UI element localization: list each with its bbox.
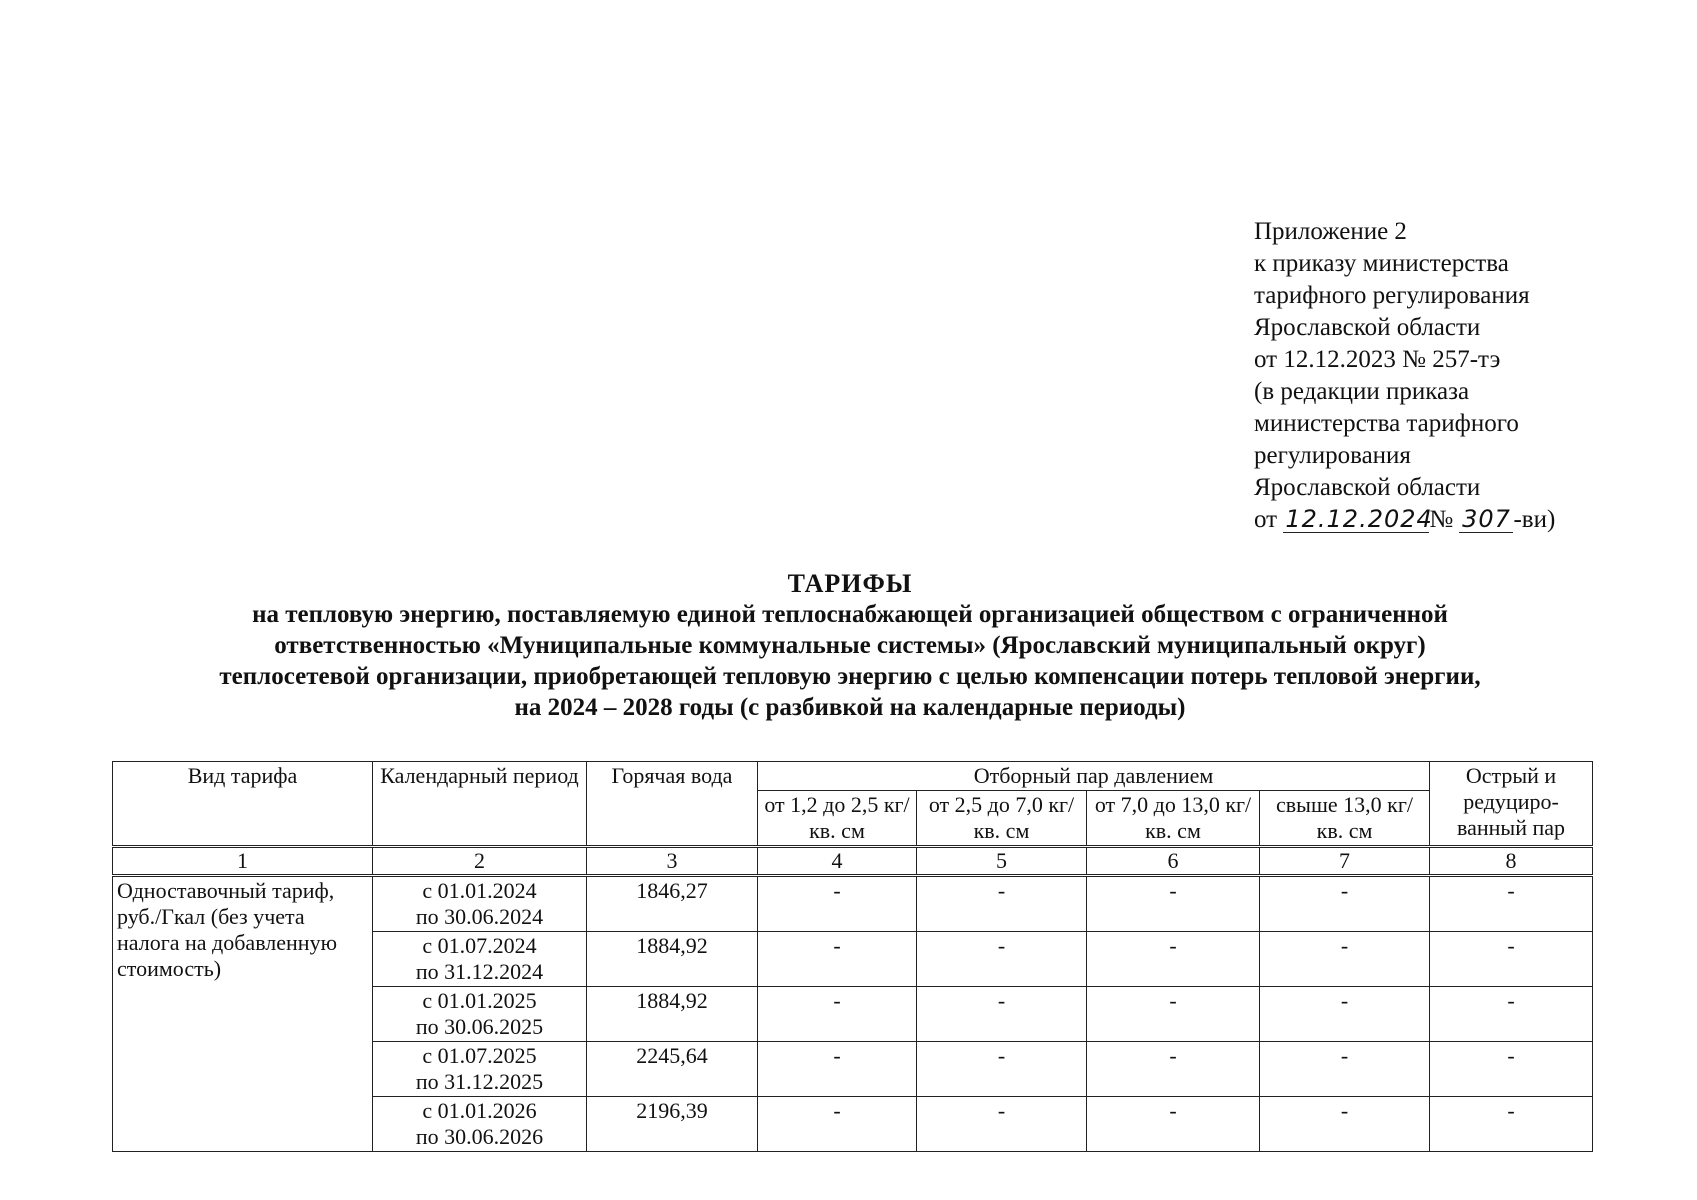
steam-1-cell: - bbox=[758, 1097, 917, 1152]
tariff-kind-cell: Одноставочный тариф, руб./Гкал (без учета налога на добавленную стоимость) bbox=[113, 876, 373, 1152]
appendix-line: Приложение 2 bbox=[1254, 218, 1407, 245]
column-number: 6 bbox=[1087, 847, 1260, 876]
steam-1-cell: - bbox=[758, 1042, 917, 1097]
steam-3-cell: - bbox=[1087, 876, 1260, 932]
header-steam-3: от 7,0 до 13,0 кг/ кв. см bbox=[1087, 791, 1260, 847]
sharp-steam-cell: - bbox=[1430, 1042, 1593, 1097]
hot-water-cell: 2196,39 bbox=[587, 1097, 758, 1152]
appendix-line: министерства тарифного bbox=[1254, 410, 1519, 437]
steam-2-cell: - bbox=[917, 876, 1087, 932]
column-number-row bbox=[113, 847, 1593, 876]
appendix-line: Ярославской области bbox=[1254, 474, 1481, 501]
steam-3-cell: - bbox=[1087, 987, 1260, 1042]
appendix-line: от 12.12.2023 № 257-тэ bbox=[1254, 346, 1501, 373]
steam-3-cell: - bbox=[1087, 1097, 1260, 1152]
title-line: ответственностью «Муниципальные коммунальные системы» (Ярославский муниципальный округ) bbox=[274, 632, 1426, 659]
steam-2-cell: - bbox=[917, 987, 1087, 1042]
appendix-line: к приказу министерства bbox=[1254, 250, 1509, 277]
title-main: ТАРИФЫ bbox=[787, 569, 913, 598]
appendix-last-line bbox=[1254, 504, 1674, 536]
header-steam-4: свыше 13,0 кг/ кв. см bbox=[1260, 791, 1430, 847]
steam-3-cell: - bbox=[1087, 932, 1260, 987]
column-number: 4 bbox=[758, 847, 917, 876]
steam-4-cell: - bbox=[1260, 1097, 1430, 1152]
document-title bbox=[100, 568, 1600, 723]
sharp-steam-cell: - bbox=[1430, 1097, 1593, 1152]
handwritten-date: 12.12.2024 bbox=[1285, 505, 1433, 533]
period-to: по 31.12.2025 bbox=[415, 1069, 544, 1094]
column-number: 8 bbox=[1430, 847, 1593, 876]
column-number: 7 bbox=[1260, 847, 1430, 876]
steam-4-cell: - bbox=[1260, 987, 1430, 1042]
steam-2-cell: - bbox=[917, 1042, 1087, 1097]
title-line: теплосетевой организации, приобретающей тепловую энергию с целью компенсации потерь тепловой энергии, bbox=[219, 663, 1481, 690]
sharp-steam-cell: - bbox=[1430, 876, 1593, 932]
steam-2-cell: - bbox=[917, 1097, 1087, 1152]
period-cell bbox=[373, 932, 587, 987]
title-line: на 2024 – 2028 годы (с разбивкой на календарные периоды) bbox=[514, 694, 1186, 721]
appendix-block bbox=[1254, 216, 1674, 536]
hot-water-cell: 1884,92 bbox=[587, 932, 758, 987]
table-row bbox=[113, 876, 1593, 932]
period-cell bbox=[373, 876, 587, 932]
header-period: Календарный период bbox=[373, 762, 587, 847]
appendix-last-suffix: -ви) bbox=[1513, 506, 1556, 533]
column-number: 1 bbox=[113, 847, 373, 876]
column-number: 2 bbox=[373, 847, 587, 876]
hot-water-cell: 1846,27 bbox=[587, 876, 758, 932]
appendix-line: (в редакции приказа bbox=[1254, 378, 1470, 405]
period-to: по 30.06.2025 bbox=[415, 1014, 544, 1039]
period-cell bbox=[373, 987, 587, 1042]
header-kind: Вид тарифа bbox=[113, 762, 373, 847]
header-steam-1: от 1,2 до 2,5 кг/ кв. см bbox=[758, 791, 917, 847]
appendix-line: Ярославской области bbox=[1254, 314, 1481, 341]
period-from: с 01.01.2025 bbox=[422, 988, 537, 1013]
hot-water-cell: 2245,64 bbox=[587, 1042, 758, 1097]
header-sharp-steam: Острый и редуциро-ванный пар bbox=[1430, 762, 1593, 847]
hot-water-cell: 1884,92 bbox=[587, 987, 758, 1042]
header-hot-water: Горячая вода bbox=[587, 762, 758, 847]
period-from: с 01.07.2024 bbox=[422, 933, 537, 958]
period-to: по 31.12.2024 bbox=[415, 959, 544, 984]
period-from: с 01.07.2025 bbox=[422, 1043, 537, 1068]
steam-3-cell: - bbox=[1087, 1042, 1260, 1097]
title-line: на тепловую энергию, поставляемую единой теплоснабжающей организацией обществом с ограниченной bbox=[252, 601, 1448, 628]
steam-1-cell: - bbox=[758, 932, 917, 987]
period-cell bbox=[373, 1097, 587, 1152]
period-to: по 30.06.2026 bbox=[415, 1124, 544, 1149]
appendix-line: регулирования bbox=[1254, 442, 1411, 469]
header-steam-group: Отборный пар давлением bbox=[758, 762, 1430, 791]
period-to: по 30.06.2024 bbox=[415, 904, 544, 929]
sharp-steam-cell: - bbox=[1430, 987, 1593, 1042]
header-row bbox=[113, 762, 1593, 791]
period-cell bbox=[373, 1042, 587, 1097]
column-number: 3 bbox=[587, 847, 758, 876]
steam-1-cell: - bbox=[758, 987, 917, 1042]
appendix-line: тарифного регулирования bbox=[1254, 282, 1530, 309]
tariff-table bbox=[112, 761, 1593, 1152]
period-from: с 01.01.2026 bbox=[422, 1098, 537, 1123]
period-from: с 01.01.2024 bbox=[422, 878, 537, 903]
column-number: 5 bbox=[917, 847, 1087, 876]
number-sign: № bbox=[1429, 506, 1454, 533]
appendix-last-prefix: от bbox=[1254, 506, 1278, 533]
steam-4-cell: - bbox=[1260, 932, 1430, 987]
steam-4-cell: - bbox=[1260, 876, 1430, 932]
handwritten-number: 307 bbox=[1459, 506, 1513, 533]
steam-2-cell: - bbox=[917, 932, 1087, 987]
sharp-steam-cell: - bbox=[1430, 932, 1593, 987]
header-steam-2: от 2,5 до 7,0 кг/ кв. см bbox=[917, 791, 1087, 847]
steam-1-cell: - bbox=[758, 876, 917, 932]
steam-4-cell: - bbox=[1260, 1042, 1430, 1097]
